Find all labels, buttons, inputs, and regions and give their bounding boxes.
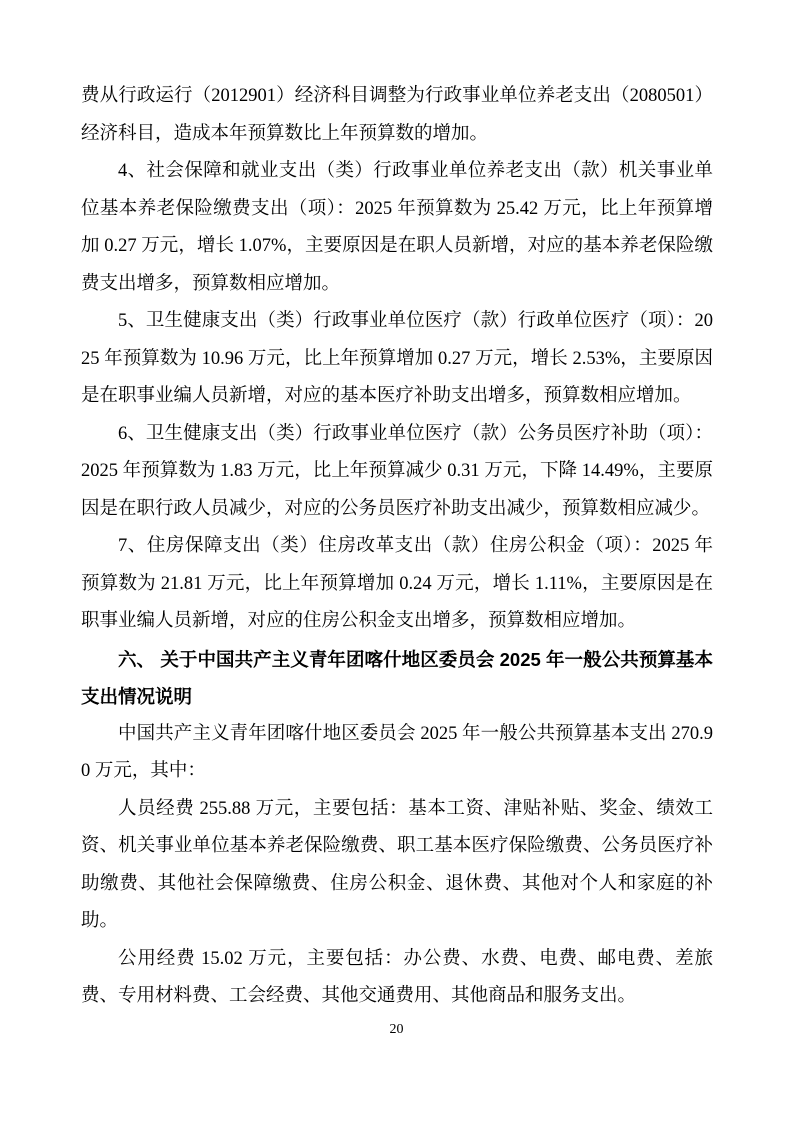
paragraph-personnel-funds: 人员经费 255.88 万元，主要包括：基本工资、津贴补贴、奖金、绩效工资、机关事业单位基本养老保险缴费、职工基本医疗保险缴费、公务员医疗补助缴费、其他社会保障缴费、住房公积金、退休费、其他对个人和家庭的补助。 — [81, 798, 713, 931]
document-body — [81, 78, 713, 1016]
section-six-heading: 六、 关于中国共产主义青年团喀什地区委员会 2025 年一般公共预算基本支出情况说明 — [81, 648, 713, 707]
paragraph-continuation: 费从行政运行（2012901）经济科目调整为行政事业单位养老支出（2080501）经济科目，造成本年预算数比上年预算数的增加。 — [81, 86, 713, 144]
paragraph-total-basic-expenditure: 中国共产主义青年团喀什地区委员会 2025 年一般公共预算基本支出 270.90 万元，其中： — [81, 723, 713, 781]
paragraph-item-6-civil-servant-medical: 6、卫生健康支出（类）行政事业单位医疗（款）公务员医疗补助（项）：2025 年预算数为 1.83 万元，比上年预算减少 0.31 万元，下降 14.49%，主要原因是在职行政人员减少，对应的公务员医疗补助支出减少，预算数相应减少。 — [81, 423, 713, 519]
paragraph-item-5-admin-unit-medical: 5、卫生健康支出（类）行政事业单位医疗（款）行政单位医疗（项）：2025 年预算数为 10.96 万元，比上年预算增加 0.27 万元，增长 2.53%，主要原因是在职事业编人员新增，对应的基本医疗补助支出增多，预算数相应增加。 — [81, 311, 713, 406]
paragraph-item-4-pension-contribution: 4、社会保障和就业支出（类）行政事业单位养老支出（款）机关事业单位基本养老保险缴费支出（项）：2025 年预算数为 25.42 万元，比上年预算增加 0.27 万元，增长 1.07%，主要原因是在职人员新增，对应的基本养老保险缴费支出增多，预算数相应增加。 — [81, 161, 713, 294]
paragraph-item-7-housing-fund: 7、住房保障支出（类）住房改革支出（款）住房公积金（项）：2025 年预算数为 21.81 万元，比上年预算增加 0.24 万元，增长 1.11%，主要原因是在职事业编人员新增，对应的住房公积金支出增多，预算数相应增加。 — [81, 536, 713, 631]
page-number: 20 — [389, 1022, 404, 1037]
paragraph-public-funds: 公用经费 15.02 万元，主要包括：办公费、水费、电费、邮电费、差旅费、专用材料费、工会经费、其他交通费用、其他商品和服务支出。 — [81, 948, 713, 1006]
